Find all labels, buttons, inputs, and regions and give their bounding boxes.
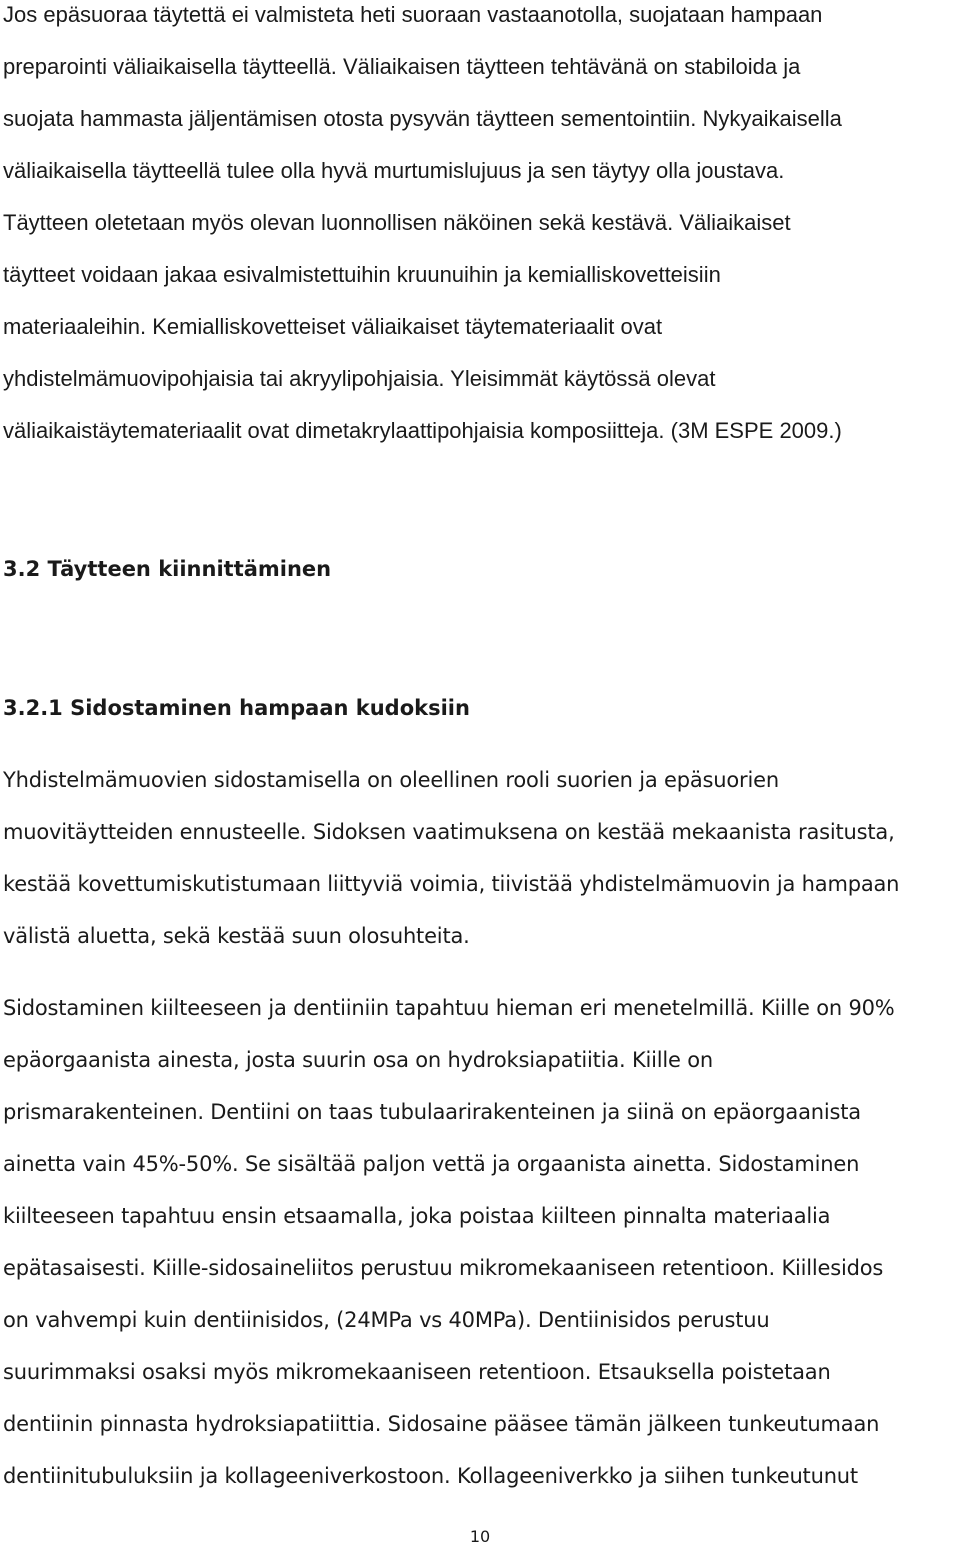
- text-line: välistä aluetta, sekä kestää suun olosuhteita.: [3, 924, 470, 948]
- text-line: Yhdistelmämuovien sidostamisella on oleellinen rooli suorien ja epäsuorien: [3, 768, 779, 792]
- text-line: Jos epäsuoraa täytettä ei valmisteta heti suoraan vastaanotolla, suojataan hampaan: [3, 2, 823, 27]
- text-line: yhdistelmämuovipohjaisia tai akryylipohjaisia. Yleisimmät käytössä olevat: [3, 366, 716, 391]
- text-line: väliaikaisella täytteellä tulee olla hyvä murtumislujuus ja sen täytyy olla joustava.: [3, 158, 785, 183]
- text-line: suojata hammasta jäljentämisen otosta pysyvän täytteen sementointiin. Nykyaikaisella: [3, 106, 842, 131]
- text-line: preparointi väliaikaisella täytteellä. Väliaikaisen täytteen tehtävänä on stabiloida ja: [3, 54, 801, 79]
- text-line: muovitäytteiden ennusteelle. Sidoksen vaatimuksena on kestää mekaanista rasitusta,: [3, 820, 895, 844]
- text-line: Täytteen oletetaan myös olevan luonnollisen näköinen sekä kestävä. Väliaikaiset: [3, 210, 791, 235]
- text-line: täytteet voidaan jakaa esivalmistettuihin kruunuihin ja kemialliskovetteisiin: [3, 262, 721, 287]
- paragraph-enamel-dentin: [3, 982, 957, 1502]
- text-line: kestää kovettumiskutistumaan liittyviä voimia, tiivistää yhdistelmämuovin ja hampaan: [3, 872, 900, 896]
- page-number: 10: [469, 1527, 491, 1546]
- text-line: ainetta vain 45%-50%. Se sisältää paljon vettä ja orgaanista ainetta. Sidostaminen: [3, 1152, 860, 1176]
- text-line: Sidostaminen kiilteeseen ja dentiiniin tapahtuu hieman eri menetelmillä. Kiille on 90%: [3, 996, 895, 1020]
- subsection-heading: 3.2.1 Sidostaminen hampaan kudoksiin: [3, 696, 470, 720]
- text-line: on vahvempi kuin dentiinisidos, (24MPa vs 40MPa). Dentiinisidos perustuu: [3, 1308, 770, 1332]
- paragraph-bonding-intro: [3, 754, 957, 962]
- text-line: väliaikaistäytemateriaalit ovat dimetakrylaattipohjaisia komposiitteja. (3M ESPE 2009.): [3, 418, 842, 443]
- text-line: dentiinin pinnasta hydroksiapatiittia. Sidosaine pääsee tämän jälkeen tunkeutumaan: [3, 1412, 880, 1436]
- paragraph-temporary-filling: [3, 0, 957, 457]
- text-line: epäorgaanista ainesta, josta suurin osa on hydroksiapatiitia. Kiille on: [3, 1048, 714, 1072]
- text-line: dentiinitubuluksiin ja kollageeniverkostoon. Kollageeniverkko ja siihen tunkeutunut: [3, 1464, 858, 1488]
- text-line: suurimmaksi osaksi myös mikromekaaniseen retentioon. Etsauksella poistetaan: [3, 1360, 831, 1384]
- text-line: materiaaleihin. Kemialliskovetteiset väliaikaiset täytemateriaalit ovat: [3, 314, 663, 339]
- text-line: kiilteeseen tapahtuu ensin etsaamalla, joka poistaa kiilteen pinnalta materiaalia: [3, 1204, 831, 1228]
- text-line: prismarakenteinen. Dentiini on taas tubulaarirakenteinen ja siinä on epäorgaanista: [3, 1100, 861, 1124]
- text-line: epätasaisesti. Kiille-sidosaineliitos perustuu mikromekaaniseen retentioon. Kiillesidos: [3, 1256, 884, 1280]
- section-heading: 3.2 Täytteen kiinnittäminen: [3, 557, 332, 581]
- document-page: [3, 0, 957, 1550]
